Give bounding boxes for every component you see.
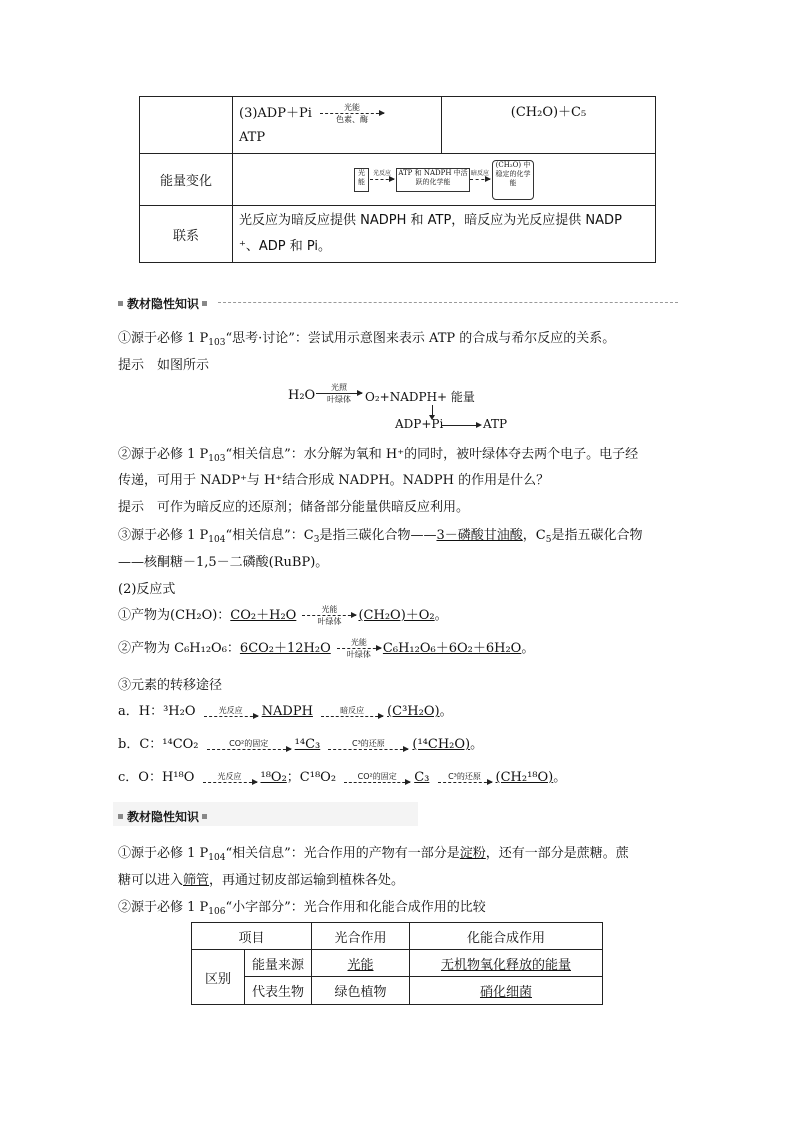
section-divider-1 (218, 302, 678, 303)
reaction-cell (233, 97, 442, 154)
summary-table (139, 96, 656, 263)
s2-item2: ②源于必修 1 $P_{106}“$小字部分”：光合作用和化能合成作用的比较 (118, 900, 486, 917)
light-energy-box: 光能 (354, 168, 369, 192)
s1-item2: ②源于必修 1 $P_{103}“$相关信息”：水分解为氧和 H⁺的同时，被叶绿体夺去两个电子。电子经 (118, 447, 639, 464)
relation-text: 光反应为暗反应提供 NADPH 和 ATP，暗反应为光反应提供 NADP ⁺、ADP 和 Pi。 (233, 206, 656, 263)
difference-label: 区别 (192, 950, 245, 1005)
reaction-arrow: 光能 色素、酶 (320, 103, 384, 124)
header-item: 项目 (192, 923, 312, 950)
comparison-table (191, 922, 603, 1005)
s1-item3-cont: ——核酮糖－1,5－二磷酸(RuBP)。 (118, 555, 329, 570)
s1-hint2: 提示 可作为暗反应的还原剂；储备部分能量供暗反应利用。 (118, 500, 470, 515)
atp-nadph-box: ATP 和 NADPH 中活跃的化学能 (396, 168, 470, 192)
row-organism-label: 代表生物 (245, 977, 312, 1005)
light-reaction-arrow: 光反应 (370, 169, 394, 180)
relation-label: 联系 (140, 206, 233, 263)
header-chemosynthesis: 化能合成作用 (410, 923, 603, 950)
cell-chemo-organism: 硝化细菌 (410, 977, 603, 1005)
row-energy-label: 能量来源 (245, 950, 312, 977)
s1-item2-cont: 传递，可用于 NADP⁺与 H⁺结合形成 NADPH。NADPH 的作用是什么？ (118, 473, 550, 488)
transfer-h: a．H：³H₂O 光反应 NADPH 暗反应 (C³H₂O)。 (118, 704, 453, 719)
energy-diagram-cell (233, 154, 656, 206)
section-title-1: 教材隐性知识 (118, 295, 207, 312)
transfer-c: b．C：¹⁴CO₂ CO²的固定 ¹⁴C₃ C³的还原 (¹⁴CH₂O)。 (118, 737, 484, 752)
reaction-product: ATP (239, 130, 266, 145)
right-product-cell: (CH₂O)＋C₅ (442, 97, 656, 154)
header-photosynthesis: 光合作用 (312, 923, 410, 950)
reaction-heading: (2)反应式 (118, 582, 176, 597)
energy-change-label: 能量变化 (140, 154, 233, 206)
s2-item1: ①源于必修 1 $P_{104}“$相关信息”：光合作用的产物有一部分是淀粉，还有一部分是蔗糖。蔗 (118, 846, 629, 863)
dark-reaction-arrow: 暗反应 (470, 169, 490, 180)
stable-energy-box: (CH₂O) 中稳定的化学能 (492, 160, 534, 200)
section-title-2: 教材隐性知识 (118, 808, 207, 825)
reaction-1: ①产物为(CH₂O)：CO₂＋H₂O 光能 叶绿体 (CH₂O)＋O₂。 (118, 605, 448, 626)
transfer-heading: ③元素的转移途径 (118, 678, 223, 693)
s2-item1-cont: 糖可以进入筛管，再通过韧皮部运输到植株各处。 (118, 873, 405, 888)
reaction-2: ②产物为 C₆H₁₂O₆：6CO₂＋12H₂O 光能 叶绿体 C₆H₁₂O₆＋6O₂＋6H₂O。 (118, 638, 535, 659)
empty-label-cell (140, 97, 233, 154)
hill-atp-diagram: H₂O 光照 叶绿体 O₂+NADPH+ 能量 ADP+Pi ATP (288, 383, 508, 431)
cell-photo-organism: 绿色植物 (312, 977, 410, 1005)
s1-item1: ①源于必修 1 $P_{103}“$思考·讨论”：尝试用示意图来表示 ATP 的合成与希尔反应的关系。 (118, 331, 616, 348)
reaction-left: (3)ADP＋Pi (239, 106, 312, 121)
transfer-o: c．O：H¹⁸O 光反应 ¹⁸O₂；C¹⁸O₂ CO²的固定 C₃ C³的还原 (CH₂¹⁸O)。 (118, 770, 567, 785)
cell-chemo-energy: 无机物氧化释放的能量 (410, 950, 603, 977)
s1-item3: ③源于必修 1 $P_{104}“$相关信息”：$C_3$是指三碳化合物——3－磷酸甘油酸，$C_5$是指五碳化合物 (118, 528, 643, 545)
cell-photo-energy: 光能 (312, 950, 410, 977)
s1-hint1: 提示 如图所示 (118, 358, 210, 373)
